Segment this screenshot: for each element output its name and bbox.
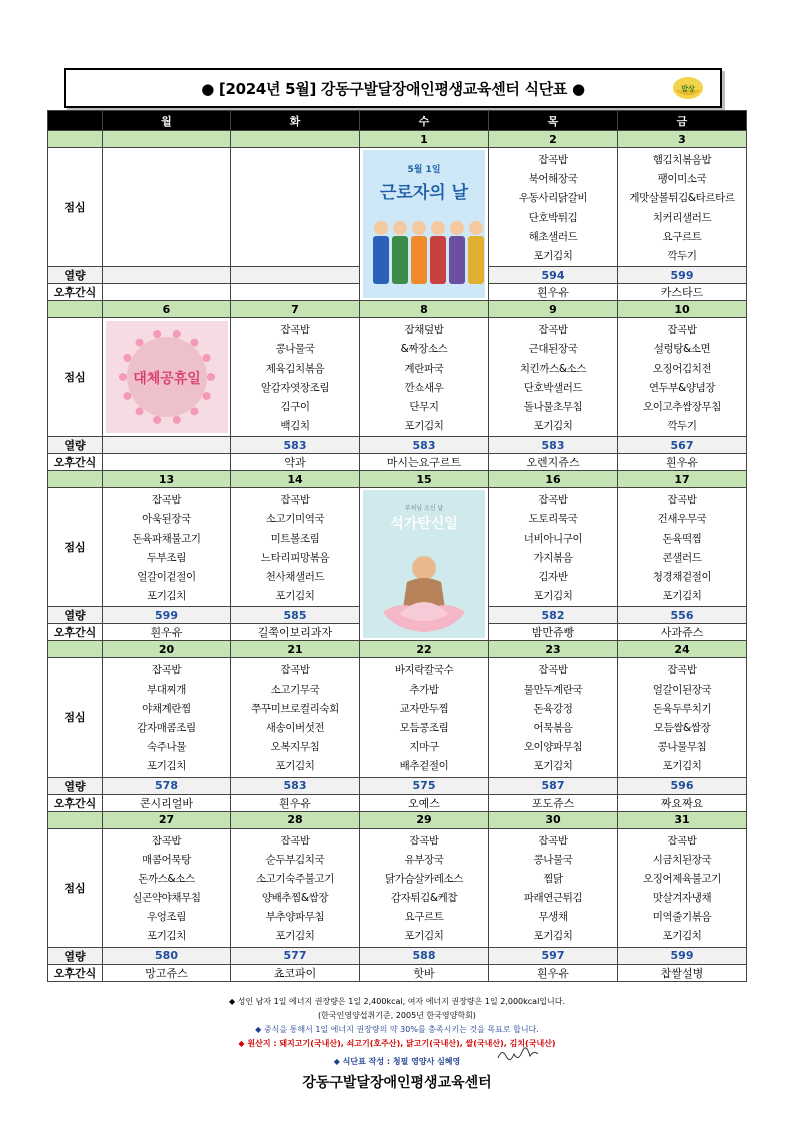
kcal-cell: 583 — [360, 437, 489, 454]
snack-cell: 오렌지쥬스 — [489, 454, 618, 471]
menu-item: 잡곡밥 — [667, 664, 697, 677]
menu-item: 돈육파채불고기 — [132, 532, 201, 545]
menu-item: 잡곡밥 — [538, 834, 568, 847]
menu-item: 잡곡밥 — [151, 834, 182, 847]
menu-item: 근대된장국 — [528, 343, 578, 356]
menu-item: 치커리샐러드 — [652, 211, 712, 224]
menu-item: 어묵볶음 — [533, 721, 573, 734]
lunch-menu-cell — [618, 658, 747, 777]
menu-item: 돈육강정 — [533, 702, 573, 715]
date-cell: 2 — [489, 131, 618, 148]
lunch-menu-cell — [489, 658, 618, 777]
menu-item: 물만두계란국 — [523, 683, 583, 696]
menu-item: 단호박샐러드 — [523, 381, 583, 394]
holiday-name-text: 석가탄신일 — [390, 516, 458, 533]
menu-item: 김구이 — [280, 400, 310, 413]
snack-cell: 흰우유 — [103, 624, 231, 641]
lunch-label: 점심 — [48, 488, 103, 607]
menu-item: 햄김치볶음밥 — [652, 154, 712, 166]
menu-item: 잡곡밥 — [409, 834, 439, 847]
note-energy: ◆ 성인 남자 1일 에너지 권장량은 1일 2,400kcal, 여자 에너지 권장량은 1일 2,000kcal입니다. — [228, 997, 566, 1006]
menu-item: 소고기숙주불고기 — [256, 872, 334, 885]
lunch-menu-cell — [231, 828, 360, 947]
snack-cell — [103, 454, 231, 471]
menu-item: 백김치 — [280, 420, 310, 433]
snack-cell: 콘시리얼바 — [103, 794, 231, 811]
snack-cell: 흰우유 — [231, 794, 360, 811]
kcal-cell: 597 — [489, 947, 618, 964]
lunch-menu-cell — [360, 658, 489, 777]
holiday-image-cell — [103, 318, 231, 437]
holiday-illustration-icon — [363, 490, 485, 638]
menu-item: 부대찌개 — [147, 683, 186, 696]
menu-item: 포기김치 — [662, 930, 702, 943]
menu-item: 파래연근튀김 — [523, 892, 583, 905]
snack-cell — [231, 284, 360, 301]
kcal-cell: 583 — [231, 437, 360, 454]
day-header: 월 — [103, 111, 231, 131]
date-cell: 6 — [103, 301, 231, 318]
menu-item: 팽이미소국 — [657, 173, 707, 186]
snack-cell: 짜요짜요 — [618, 794, 747, 811]
date-cell: 7 — [231, 301, 360, 318]
menu-item: 잡곡밥 — [538, 154, 568, 166]
lunch-menu-cell — [618, 148, 747, 267]
kcal-cell: 587 — [489, 777, 618, 794]
day-header: 금 — [618, 111, 747, 131]
menu-item: 해초샐러드 — [528, 230, 578, 243]
date-cell: 27 — [103, 811, 231, 828]
snack-cell: 길쭉이보리과자 — [231, 624, 360, 641]
menu-item: 오복지무침 — [270, 741, 320, 754]
menu-item: 포기김치 — [404, 930, 444, 943]
lunch-menu-cell — [231, 318, 360, 437]
menu-table — [47, 110, 747, 982]
snack-label: 오후간식 — [48, 624, 103, 641]
day-header: 목 — [489, 111, 618, 131]
menu-item: 새송이버섯전 — [265, 721, 325, 734]
day-header: 수 — [360, 111, 489, 131]
menu-item: 우동사리닭갈비 — [518, 192, 588, 205]
menu-item: 무생채 — [538, 911, 568, 924]
snack-label: 오후간식 — [48, 454, 103, 471]
kcal-cell: 599 — [618, 947, 747, 964]
snack-cell: 핫바 — [360, 964, 489, 981]
holiday-date-text: 5월 1일 — [407, 165, 441, 176]
menu-item: 콩나물국 — [275, 343, 315, 356]
lunch-menu-cell — [618, 828, 747, 947]
menu-item: 포기김치 — [275, 590, 315, 603]
menu-item: 포기김치 — [662, 590, 702, 603]
snack-cell — [103, 284, 231, 301]
date-cell: 13 — [103, 471, 231, 488]
kcal-cell: 577 — [231, 947, 360, 964]
snack-cell: 포도쥬스 — [489, 794, 618, 811]
snack-label: 오후간식 — [48, 964, 103, 981]
menu-item: 유부장국 — [404, 853, 444, 866]
kcal-cell: 567 — [618, 437, 747, 454]
lunch-menu-cell — [103, 488, 231, 607]
holiday-illustration-icon — [106, 321, 228, 433]
snack-cell: 카스타드 — [618, 284, 747, 301]
kcal-cell: 599 — [103, 607, 231, 624]
menu-item: 양배추찜&쌈장 — [261, 892, 329, 905]
center-name-footer: 강동구발달장애인평생교육센터 — [302, 1075, 492, 1091]
kcal-label: 열량 — [48, 947, 103, 964]
kcal-cell: 594 — [489, 267, 618, 284]
header-corner — [48, 111, 103, 131]
lunch-label: 점심 — [48, 318, 103, 437]
snack-cell: 흰우유 — [618, 454, 747, 471]
date-cell: 17 — [618, 471, 747, 488]
menu-item: 포기김치 — [533, 760, 573, 773]
snack-cell: 찹쌀설병 — [618, 964, 747, 981]
menu-item: 요구르트 — [662, 230, 702, 243]
date-cell: 29 — [360, 811, 489, 828]
lunch-menu-cell — [489, 318, 618, 437]
menu-item: 도토리묵국 — [528, 513, 578, 526]
menu-item: 포기김치 — [275, 930, 315, 943]
kcal-cell: 583 — [489, 437, 618, 454]
menu-item: 오징어김치전 — [652, 362, 712, 375]
menu-item: 청경채겉절이 — [652, 571, 712, 583]
menu-item: 콩나물국 — [533, 853, 573, 866]
menu-item: 소고기미역국 — [265, 513, 325, 526]
menu-item: 설렁탕&소면 — [653, 343, 711, 356]
menu-item: 미트볼조림 — [270, 532, 320, 545]
menu-item: 돈육떡찜 — [662, 532, 702, 545]
date-row-corner — [48, 131, 103, 148]
lunch-label: 점심 — [48, 828, 103, 947]
menu-item: 지마구 — [409, 741, 439, 754]
snack-cell: 흰우유 — [489, 964, 618, 981]
date-cell: 23 — [489, 641, 618, 658]
menu-item: 오이양파무침 — [523, 741, 583, 754]
menu-item: 잡곡밥 — [667, 494, 697, 507]
menu-item: 잡곡밥 — [538, 324, 568, 337]
menu-item: 얼갈이된장국 — [652, 683, 712, 696]
menu-item: 바지락칼국수 — [394, 664, 454, 677]
kcal-cell: 575 — [360, 777, 489, 794]
lunch-menu-cell — [103, 148, 231, 267]
menu-item: 잡곡밥 — [667, 324, 697, 337]
menu-item: 잡채덮밥 — [404, 324, 444, 337]
date-row-corner — [48, 471, 103, 488]
menu-item: 야채계란찜 — [142, 702, 191, 715]
menu-item: 잡곡밥 — [538, 664, 568, 677]
snack-cell: 흰우유 — [489, 284, 618, 301]
note-author: ◆ 식단표 작성 : 청필 영양사 심혜영 — [333, 1057, 461, 1066]
lunch-menu-cell — [231, 658, 360, 777]
lunch-menu-cell — [489, 828, 618, 947]
menu-item: 얼갈이겉절이 — [137, 571, 196, 583]
snack-cell: 망고쥬스 — [103, 964, 231, 981]
center-logo-icon — [666, 71, 710, 101]
menu-item: 순두부김치국 — [265, 853, 325, 866]
menu-item: 추가밥 — [409, 683, 439, 696]
date-cell: 22 — [360, 641, 489, 658]
menu-item: 포기김치 — [533, 930, 573, 943]
lunch-menu-cell — [231, 488, 360, 607]
kcal-cell — [103, 267, 231, 284]
menu-item: 포기김치 — [533, 420, 573, 433]
lunch-menu-cell — [489, 488, 618, 607]
menu-item: 부추양파무침 — [265, 911, 325, 924]
menu-item: 감자매콤조림 — [137, 721, 196, 734]
menu-item: 콘샐러드 — [662, 551, 702, 564]
menu-item: 쭈꾸미브로컬리숙회 — [251, 702, 339, 715]
menu-item: 두부조림 — [147, 551, 186, 564]
note-source: (한국인영양섭취기준, 2005년 한국영양학회) — [318, 1011, 476, 1020]
menu-item: 미역줄기볶음 — [652, 911, 712, 924]
menu-item: 깍두기 — [667, 420, 697, 433]
page-title: ● [2024년 5월] 강동구발달장애인평생교육센터 식단표 ● — [201, 80, 585, 98]
kcal-cell: 556 — [618, 607, 747, 624]
lunch-label: 점심 — [48, 148, 103, 267]
date-cell: 3 — [618, 131, 747, 148]
menu-item: 매콤어묵탕 — [142, 853, 191, 866]
menu-item: 배추겉절이 — [399, 760, 449, 773]
menu-item: 오징어제육불고기 — [643, 872, 721, 885]
menu-item: 우엉조림 — [147, 911, 186, 924]
date-cell: 15 — [360, 471, 489, 488]
menu-item: 깍두기 — [667, 249, 697, 262]
date-cell: 10 — [618, 301, 747, 318]
lunch-menu-cell — [103, 828, 231, 947]
holiday-illustration-icon — [363, 150, 485, 298]
date-cell: 14 — [231, 471, 360, 488]
menu-item: 돈육두루치기 — [652, 702, 712, 715]
lunch-menu-cell — [103, 658, 231, 777]
date-row-corner — [48, 301, 103, 318]
title-box — [64, 68, 722, 108]
date-cell: 31 — [618, 811, 747, 828]
kcal-cell: 599 — [618, 267, 747, 284]
menu-item: 단무지 — [409, 400, 439, 413]
kcal-cell: 588 — [360, 947, 489, 964]
menu-item: 김자반 — [538, 571, 568, 583]
menu-item: 포기김치 — [147, 930, 186, 943]
menu-item: 맛살겨자냉채 — [652, 892, 712, 905]
menu-item: 찜닭 — [543, 872, 563, 885]
menu-item: 포기김치 — [147, 760, 186, 773]
menu-item: 너비아니구이 — [523, 532, 583, 545]
snack-cell: 마시는요구르트 — [360, 454, 489, 471]
lunch-menu-cell — [618, 488, 747, 607]
menu-item: 아욱된장국 — [142, 513, 191, 526]
menu-item: 실곤약야채무침 — [132, 892, 201, 905]
menu-item: 포기김치 — [533, 590, 573, 603]
menu-item: 잡곡밥 — [280, 834, 310, 847]
menu-item: 교자만두찜 — [399, 702, 449, 715]
kcal-cell — [103, 437, 231, 454]
menu-item: 잡곡밥 — [280, 664, 310, 677]
lunch-menu-cell — [231, 148, 360, 267]
date-row-corner — [48, 641, 103, 658]
menu-item: 포기김치 — [533, 249, 573, 262]
kcal-cell: 585 — [231, 607, 360, 624]
menu-item: 잡곡밥 — [151, 664, 182, 677]
holiday-image-cell — [360, 148, 489, 301]
menu-item: 제육김치볶음 — [265, 362, 325, 375]
menu-item: 잡곡밥 — [667, 834, 697, 847]
date-cell — [103, 131, 231, 148]
menu-item: 잡곡밥 — [280, 494, 310, 507]
kcal-cell: 582 — [489, 607, 618, 624]
snack-cell: 약과 — [231, 454, 360, 471]
date-cell: 24 — [618, 641, 747, 658]
snack-cell: 사과쥬스 — [618, 624, 747, 641]
menu-item: 시금치된장국 — [652, 853, 712, 866]
menu-item: 포기김치 — [404, 420, 444, 433]
menu-item: 소고기무국 — [270, 683, 320, 696]
menu-item: 연두부&양념장 — [648, 381, 716, 394]
menu-item: 닭가슴살카레소스 — [385, 872, 463, 885]
menu-item: 계란파국 — [404, 362, 444, 375]
kcal-cell: 580 — [103, 947, 231, 964]
menu-item: 잡곡밥 — [151, 494, 182, 507]
menu-item: 단호박튀김 — [528, 211, 578, 224]
menu-item: 돈까스&소스 — [138, 872, 195, 885]
menu-item: 잡곡밥 — [280, 324, 310, 337]
note-goal: ◆ 중식을 통해서 1일 에너지 권장량의 약 30%를 충족시키는 것을 목표로 합니다. — [255, 1025, 539, 1034]
date-row-corner — [48, 811, 103, 828]
holiday-caption-text: 부처님 오신 날 — [404, 505, 444, 513]
holiday-name-text: 대체공휴일 — [132, 371, 201, 388]
day-header: 화 — [231, 111, 360, 131]
lunch-menu-cell — [489, 148, 618, 267]
date-cell: 8 — [360, 301, 489, 318]
menu-item: 알감자엿장조림 — [260, 381, 330, 394]
menu-item: 포기김치 — [662, 760, 702, 773]
menu-item: 돌나물초무침 — [523, 400, 583, 413]
date-cell: 21 — [231, 641, 360, 658]
date-cell: 9 — [489, 301, 618, 318]
menu-item: 가지볶음 — [533, 551, 573, 564]
holiday-name-text: 근로자의 날 — [379, 183, 469, 204]
menu-item: 잡곡밥 — [538, 494, 568, 507]
kcal-label: 열량 — [48, 607, 103, 624]
snack-label: 오후간식 — [48, 284, 103, 301]
menu-item: 포기김치 — [147, 590, 186, 603]
menu-item: 깐쇼새우 — [404, 381, 444, 394]
kcal-label: 열량 — [48, 777, 103, 794]
menu-item: 건새우무국 — [657, 513, 707, 526]
holiday-image-cell — [360, 488, 489, 641]
menu-item: 게맛살볼튀김&타르타르 — [629, 192, 735, 205]
lunch-menu-cell — [360, 318, 489, 437]
snack-cell: 쵸코파이 — [231, 964, 360, 981]
date-cell: 1 — [360, 131, 489, 148]
kcal-cell: 583 — [231, 777, 360, 794]
menu-item: 치킨까스&소스 — [519, 362, 587, 375]
menu-item: 모듬콩조림 — [399, 721, 449, 734]
snack-label: 오후간식 — [48, 794, 103, 811]
lunch-menu-cell — [360, 828, 489, 947]
svg-text:밥상: 밥상 — [681, 85, 695, 93]
signature-icon — [494, 1044, 540, 1066]
snack-cell: 밤만쥬빵 — [489, 624, 618, 641]
kcal-label: 열량 — [48, 437, 103, 454]
menu-item: 감자튀김&케찹 — [390, 892, 458, 905]
menu-item: &짜장소스 — [400, 343, 448, 356]
menu-item: 요구르트 — [404, 911, 444, 924]
date-cell — [231, 131, 360, 148]
date-cell: 30 — [489, 811, 618, 828]
menu-item: 콩나물무침 — [657, 741, 707, 754]
menu-item: 북어해장국 — [528, 173, 578, 186]
lunch-label: 점심 — [48, 658, 103, 777]
kcal-label: 열량 — [48, 267, 103, 284]
kcal-cell: 578 — [103, 777, 231, 794]
menu-item: 숙주나물 — [147, 741, 186, 754]
menu-item: 느타리피망볶음 — [260, 551, 330, 564]
menu-item: 오이고추쌈장무침 — [643, 400, 721, 413]
date-cell: 20 — [103, 641, 231, 658]
date-cell: 16 — [489, 471, 618, 488]
menu-item: 천사채샐러드 — [265, 571, 325, 583]
note-origin: ◆ 원산지 : 돼지고기(국내산), 쇠고기(호주산), 닭고기(국내산), 쌀(국내산), 김치(국내산) — [238, 1039, 556, 1048]
date-cell: 28 — [231, 811, 360, 828]
snack-cell: 오예스 — [360, 794, 489, 811]
menu-item: 포기김치 — [275, 760, 315, 773]
kcal-cell — [231, 267, 360, 284]
kcal-cell: 596 — [618, 777, 747, 794]
lunch-menu-cell — [618, 318, 747, 437]
menu-item: 모듬쌈&쌈장 — [653, 721, 711, 734]
